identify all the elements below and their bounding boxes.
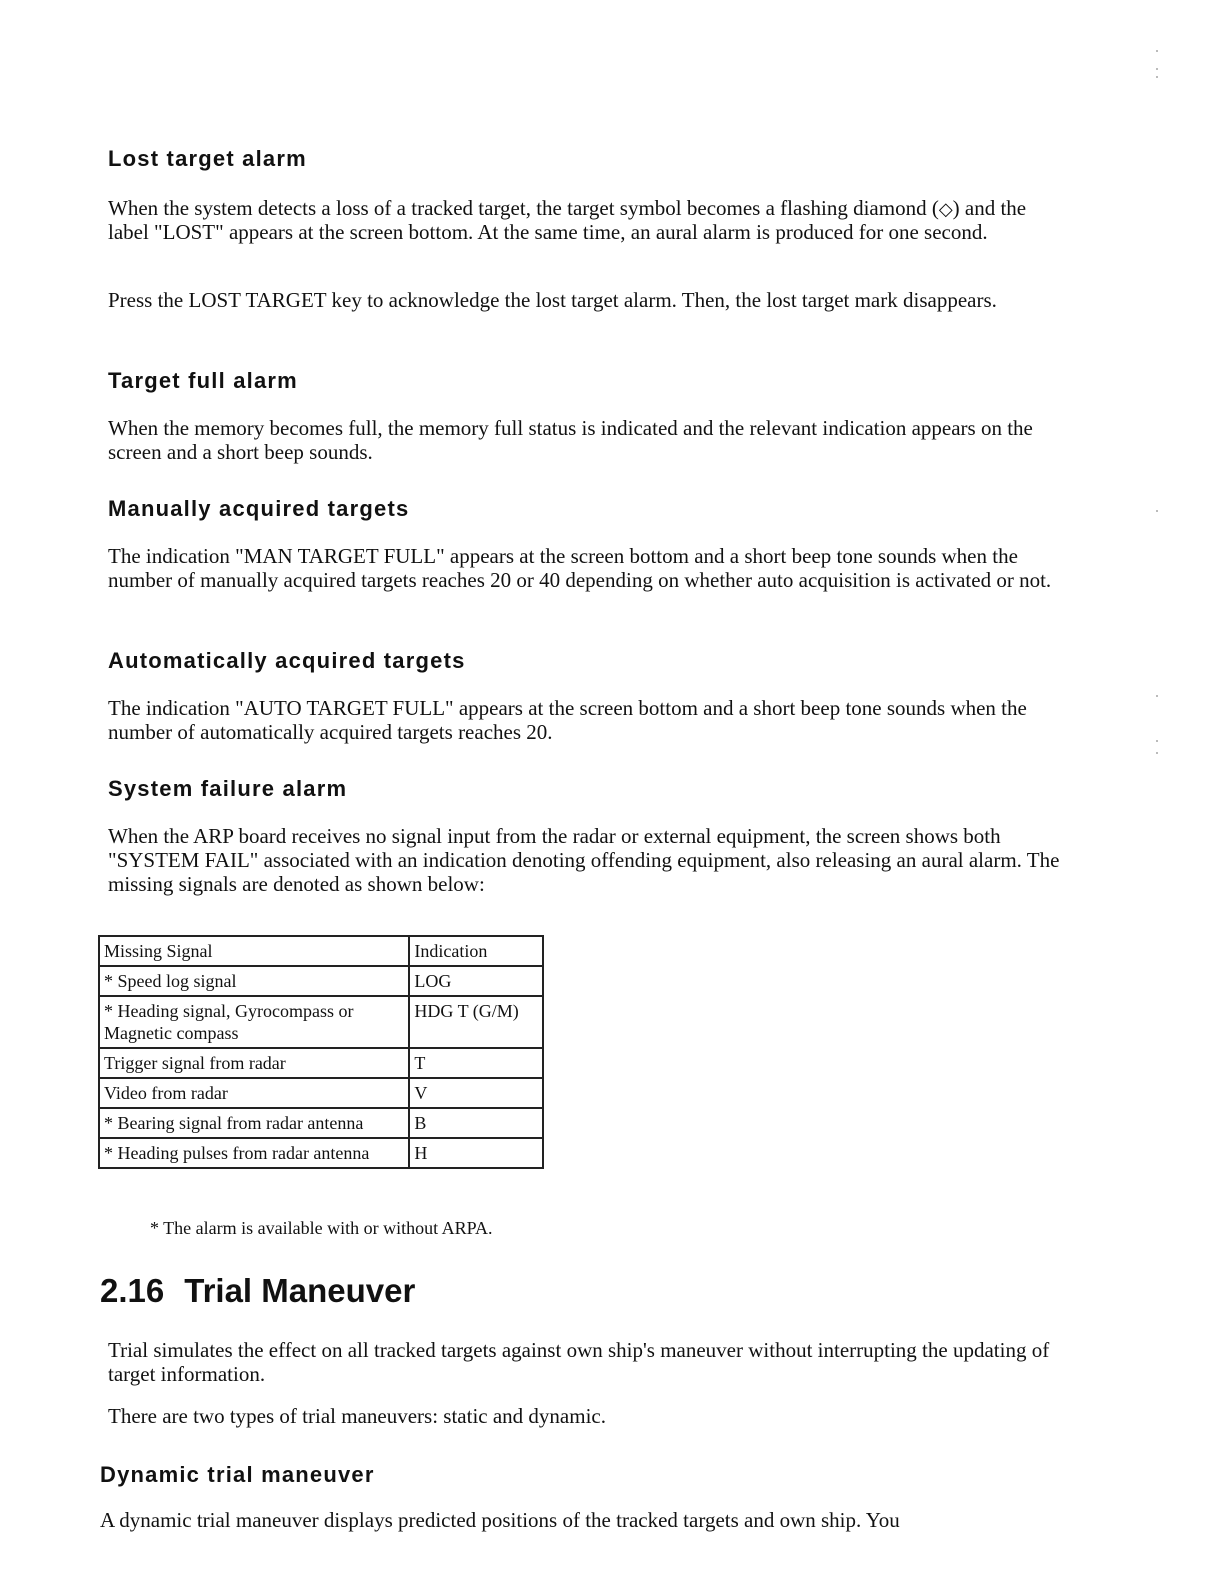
scan-speck bbox=[1156, 76, 1158, 78]
table-cell: T bbox=[409, 1048, 543, 1078]
trial-paragraph-1: Trial simulates the effect on all tracked targets against own ship's maneuver without interrupting the updating of target information. bbox=[108, 1338, 1050, 1386]
table-row bbox=[99, 1078, 543, 1108]
lost-target-text-b: ) and the label "LOST" appears at the screen bottom. At the same time, an aural alarm is produced for one second. bbox=[108, 196, 1027, 244]
scan-speck bbox=[1156, 68, 1158, 70]
lost-target-paragraph-1 bbox=[108, 196, 1068, 244]
table-row bbox=[99, 996, 543, 1048]
lost-target-paragraph-2: Press the LOST TARGET key to acknowledge the lost target alarm. Then, the lost target mark disappears. bbox=[108, 288, 997, 312]
auto-targets-paragraph: The indication "AUTO TARGET FULL" appears at the screen bottom and a short beep tone sounds when the number of automatically acquired targets reaches 20. bbox=[108, 696, 1027, 744]
table-cell: Trigger signal from radar bbox=[99, 1048, 409, 1078]
lost-target-heading: Lost target alarm bbox=[108, 146, 307, 171]
table-footnote: * The alarm is available with or without ARPA. bbox=[150, 1218, 493, 1238]
chapter-number: 2.16 bbox=[100, 1272, 165, 1309]
system-failure-heading: System failure alarm bbox=[108, 776, 348, 801]
scan-speck bbox=[1156, 695, 1158, 697]
table-header-row bbox=[99, 936, 543, 966]
table-cell: B bbox=[409, 1108, 543, 1138]
scan-artifacts bbox=[1150, 40, 1170, 800]
table-header-cell: Indication bbox=[409, 936, 543, 966]
missing-signal-table bbox=[98, 935, 544, 1169]
scan-speck bbox=[1156, 50, 1158, 52]
scan-speck bbox=[1156, 510, 1158, 512]
table-cell: V bbox=[409, 1078, 543, 1108]
target-full-paragraph: When the memory becomes full, the memory full status is indicated and the relevant indication appears on the screen and a short beep sounds. bbox=[108, 416, 1033, 464]
scan-speck bbox=[1156, 740, 1158, 742]
table-row bbox=[99, 966, 543, 996]
system-failure-paragraph: When the ARP board receives no signal input from the radar or external equipment, the screen shows both "SYSTEM FAIL" associated with an indication denoting offending equipment, also releasing an aural alarm. The missing signals are denoted as shown below: bbox=[108, 824, 1060, 896]
lost-target-text-a: When the system detects a loss of a tracked target, the target symbol becomes a flashing diamond ( bbox=[108, 196, 939, 220]
table-cell: H bbox=[409, 1138, 543, 1168]
chapter-heading bbox=[100, 1272, 415, 1310]
table-cell: LOG bbox=[409, 966, 543, 996]
table-row bbox=[99, 1048, 543, 1078]
flashing-diamond-icon: ◇ bbox=[938, 199, 953, 220]
table-cell: HDG T (G/M) bbox=[409, 996, 543, 1048]
table-cell: * Bearing signal from radar antenna bbox=[99, 1108, 409, 1138]
table-cell: * Speed log signal bbox=[99, 966, 409, 996]
dynamic-trial-paragraph: A dynamic trial maneuver displays predicted positions of the tracked targets and own ship. You bbox=[100, 1508, 900, 1532]
dynamic-trial-heading: Dynamic trial maneuver bbox=[100, 1462, 375, 1487]
manual-targets-paragraph: The indication "MAN TARGET FULL" appears at the screen bottom and a short beep tone sounds when the number of manually acquired targets reaches 20 or 40 depending on whether auto acquisition is activated or not. bbox=[108, 544, 1052, 592]
table-cell: Video from radar bbox=[99, 1078, 409, 1108]
table-cell: * Heading pulses from radar antenna bbox=[99, 1138, 409, 1168]
auto-targets-heading: Automatically acquired targets bbox=[108, 648, 466, 673]
table-row bbox=[99, 1108, 543, 1138]
manual-targets-heading: Manually acquired targets bbox=[108, 496, 410, 521]
table-header-cell: Missing Signal bbox=[99, 936, 409, 966]
table-row bbox=[99, 1138, 543, 1168]
trial-paragraph-2: There are two types of trial maneuvers: static and dynamic. bbox=[108, 1404, 606, 1428]
table-cell: * Heading signal, Gyrocompass or Magnetic compass bbox=[99, 996, 409, 1048]
scan-speck bbox=[1156, 752, 1158, 754]
chapter-title: Trial Maneuver bbox=[184, 1272, 416, 1309]
target-full-heading: Target full alarm bbox=[108, 368, 298, 393]
